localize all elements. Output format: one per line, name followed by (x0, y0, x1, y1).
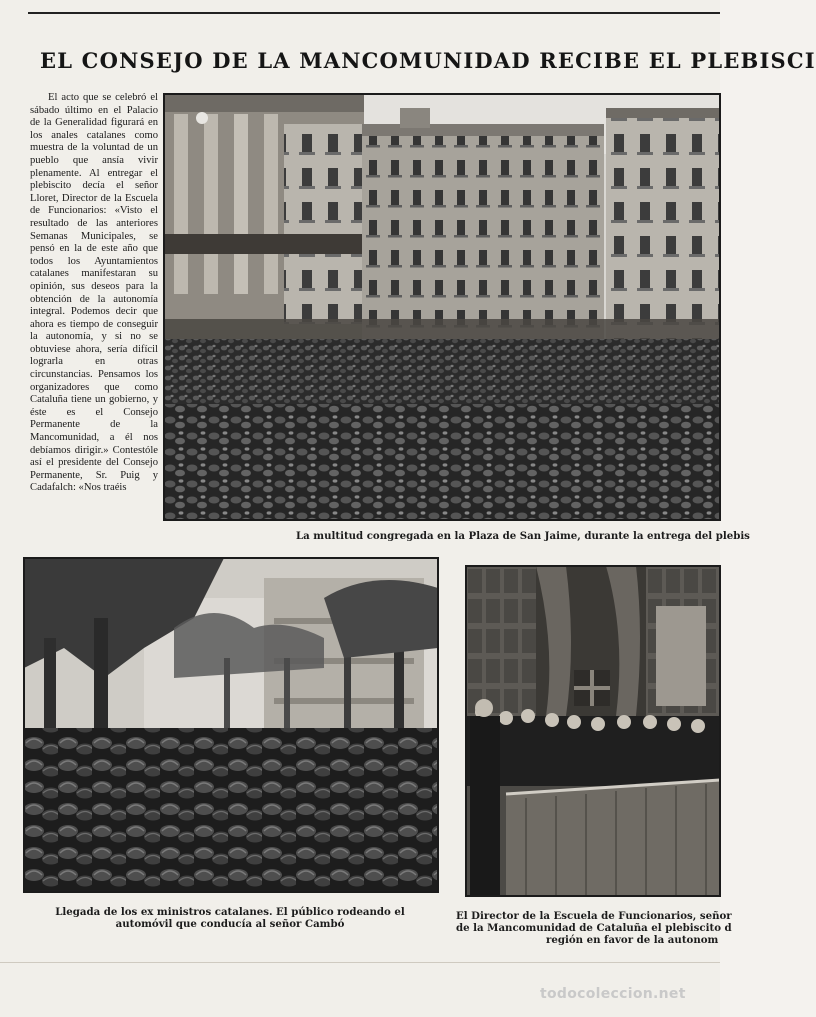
photo-plaza-crowd (164, 94, 720, 520)
caption-officials-line-1: El Director de la Escuela de Funcionarios, señor (456, 910, 732, 922)
umbrella-crowd-image (24, 558, 438, 892)
plaza-crowd-image (164, 94, 720, 520)
caption-officials (456, 910, 732, 946)
article-body: El acto que se celebró el sábado último en el Palacio de la Generalidad figurará en los anales catalanes como muestra de la voluntad de un pueblo que ansía vivir plenamente. Al entregar el plebiscito decía el señor Lloret, Director de la Escuela de Funcionarios: «Visto el resultado de las anteriores Semanas Municipales, se pensó en la de este año que todos los Ayuntamientos catalanes manifestaran su opinión, sus deseos para la obtención de la autonomía integral. Podemos decir que ahora es tiempo de conseguir la autonomía, y si no se obtuviese ahora, sería difícil lograrla en otras circunstancias. Pensamos los organizadores que como Cataluña tiene un gobierno, y éste es el Consejo Permanente de la Mancomunidad, a él nos debíamos dirigir.» Contestóle así el presidente del Consejo Permanente, Sr. Puig y Cadafalch: «Nos traéis (30, 92, 158, 494)
photo-umbrella-crowd (24, 558, 438, 892)
bottom-rule (0, 962, 720, 963)
caption-plaza: La multitud congregada en la Plaza de San Jaime, durante la entrega del plebis (296, 530, 750, 542)
watermark-logo: todocoleccion.net (540, 986, 686, 1002)
caption-officials-line-2: de la Mancomunidad de Cataluña el plebiscito d (456, 922, 732, 934)
caption-officials-line-3: región en favor de la autonom (546, 934, 719, 946)
caption-umbrella-crowd: Llegada de los ex ministros catalanes. El público rodeando el automóvil que conducía al señor Cambó (55, 906, 405, 930)
photo-officials-hall (466, 566, 720, 896)
top-rule (28, 12, 720, 14)
officials-hall-image (466, 566, 720, 896)
headline: EL CONSEJO DE LA MANCOMUNIDAD RECIBE EL PLEBISCI (40, 48, 816, 73)
